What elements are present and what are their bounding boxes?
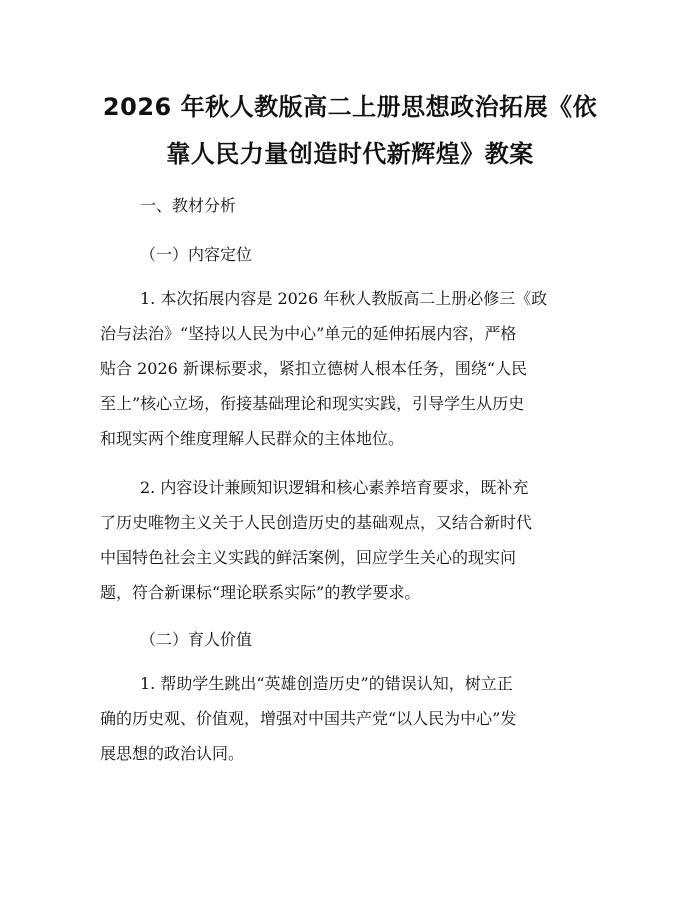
paragraph-line: 和现实两个维度理解人民群众的主体地位。 xyxy=(100,429,405,448)
title-line: 靠人民力量创造时代新辉煌》教案 xyxy=(166,140,534,168)
paragraph-line: 至上”核心立场，衔接基础理论和现实实践，引导学生从历史 xyxy=(100,394,525,413)
paragraph-educational-value-1 xyxy=(100,666,600,771)
paragraph-line: 了历史唯物主义关于人民创造历史的基础观点，又结合新时代 xyxy=(100,513,533,532)
paragraph-content-positioning-1 xyxy=(100,281,600,456)
subsection-heading-educational-value: （二）育人价值 xyxy=(140,630,253,649)
subsection-heading-content-positioning: （一）内容定位 xyxy=(140,245,253,264)
title-line: 2026 年秋人教版高二上册思想政治拓展《依 xyxy=(102,93,598,121)
paragraph-line: 1. 本次拓展内容是 2026 年秋人教版高二上册必修三《政 xyxy=(140,289,548,308)
paragraph-line: 2. 内容设计兼顾知识逻辑和核心素养培育要求，既补充 xyxy=(140,478,529,497)
paragraph-line: 贴合 2026 新课标要求，紧扣立德树人根本任务，围绕“人民 xyxy=(100,359,528,378)
paragraph-line: 确的历史观、价值观，增强对中国共产党“以人民为中心”发 xyxy=(100,709,517,728)
paragraph-line: 1. 帮助学生跳出“英雄创造历史”的错误认知，树立正 xyxy=(140,674,513,693)
paragraph-line: 题，符合新课标“理论联系实际”的教学要求。 xyxy=(100,583,421,602)
paragraph-content-positioning-2 xyxy=(100,470,600,610)
paragraph-line: 中国特色社会主义实践的鲜活案例，回应学生关心的现实问 xyxy=(100,548,517,567)
section-heading-textbook-analysis: 一、教材分析 xyxy=(140,196,237,215)
document-title xyxy=(85,84,615,178)
paragraph-line: 治与法治》“坚持以人民为中心”单元的延伸拓展内容，严格 xyxy=(100,324,517,343)
paragraph-line: 展思想的政治认同。 xyxy=(100,744,245,763)
